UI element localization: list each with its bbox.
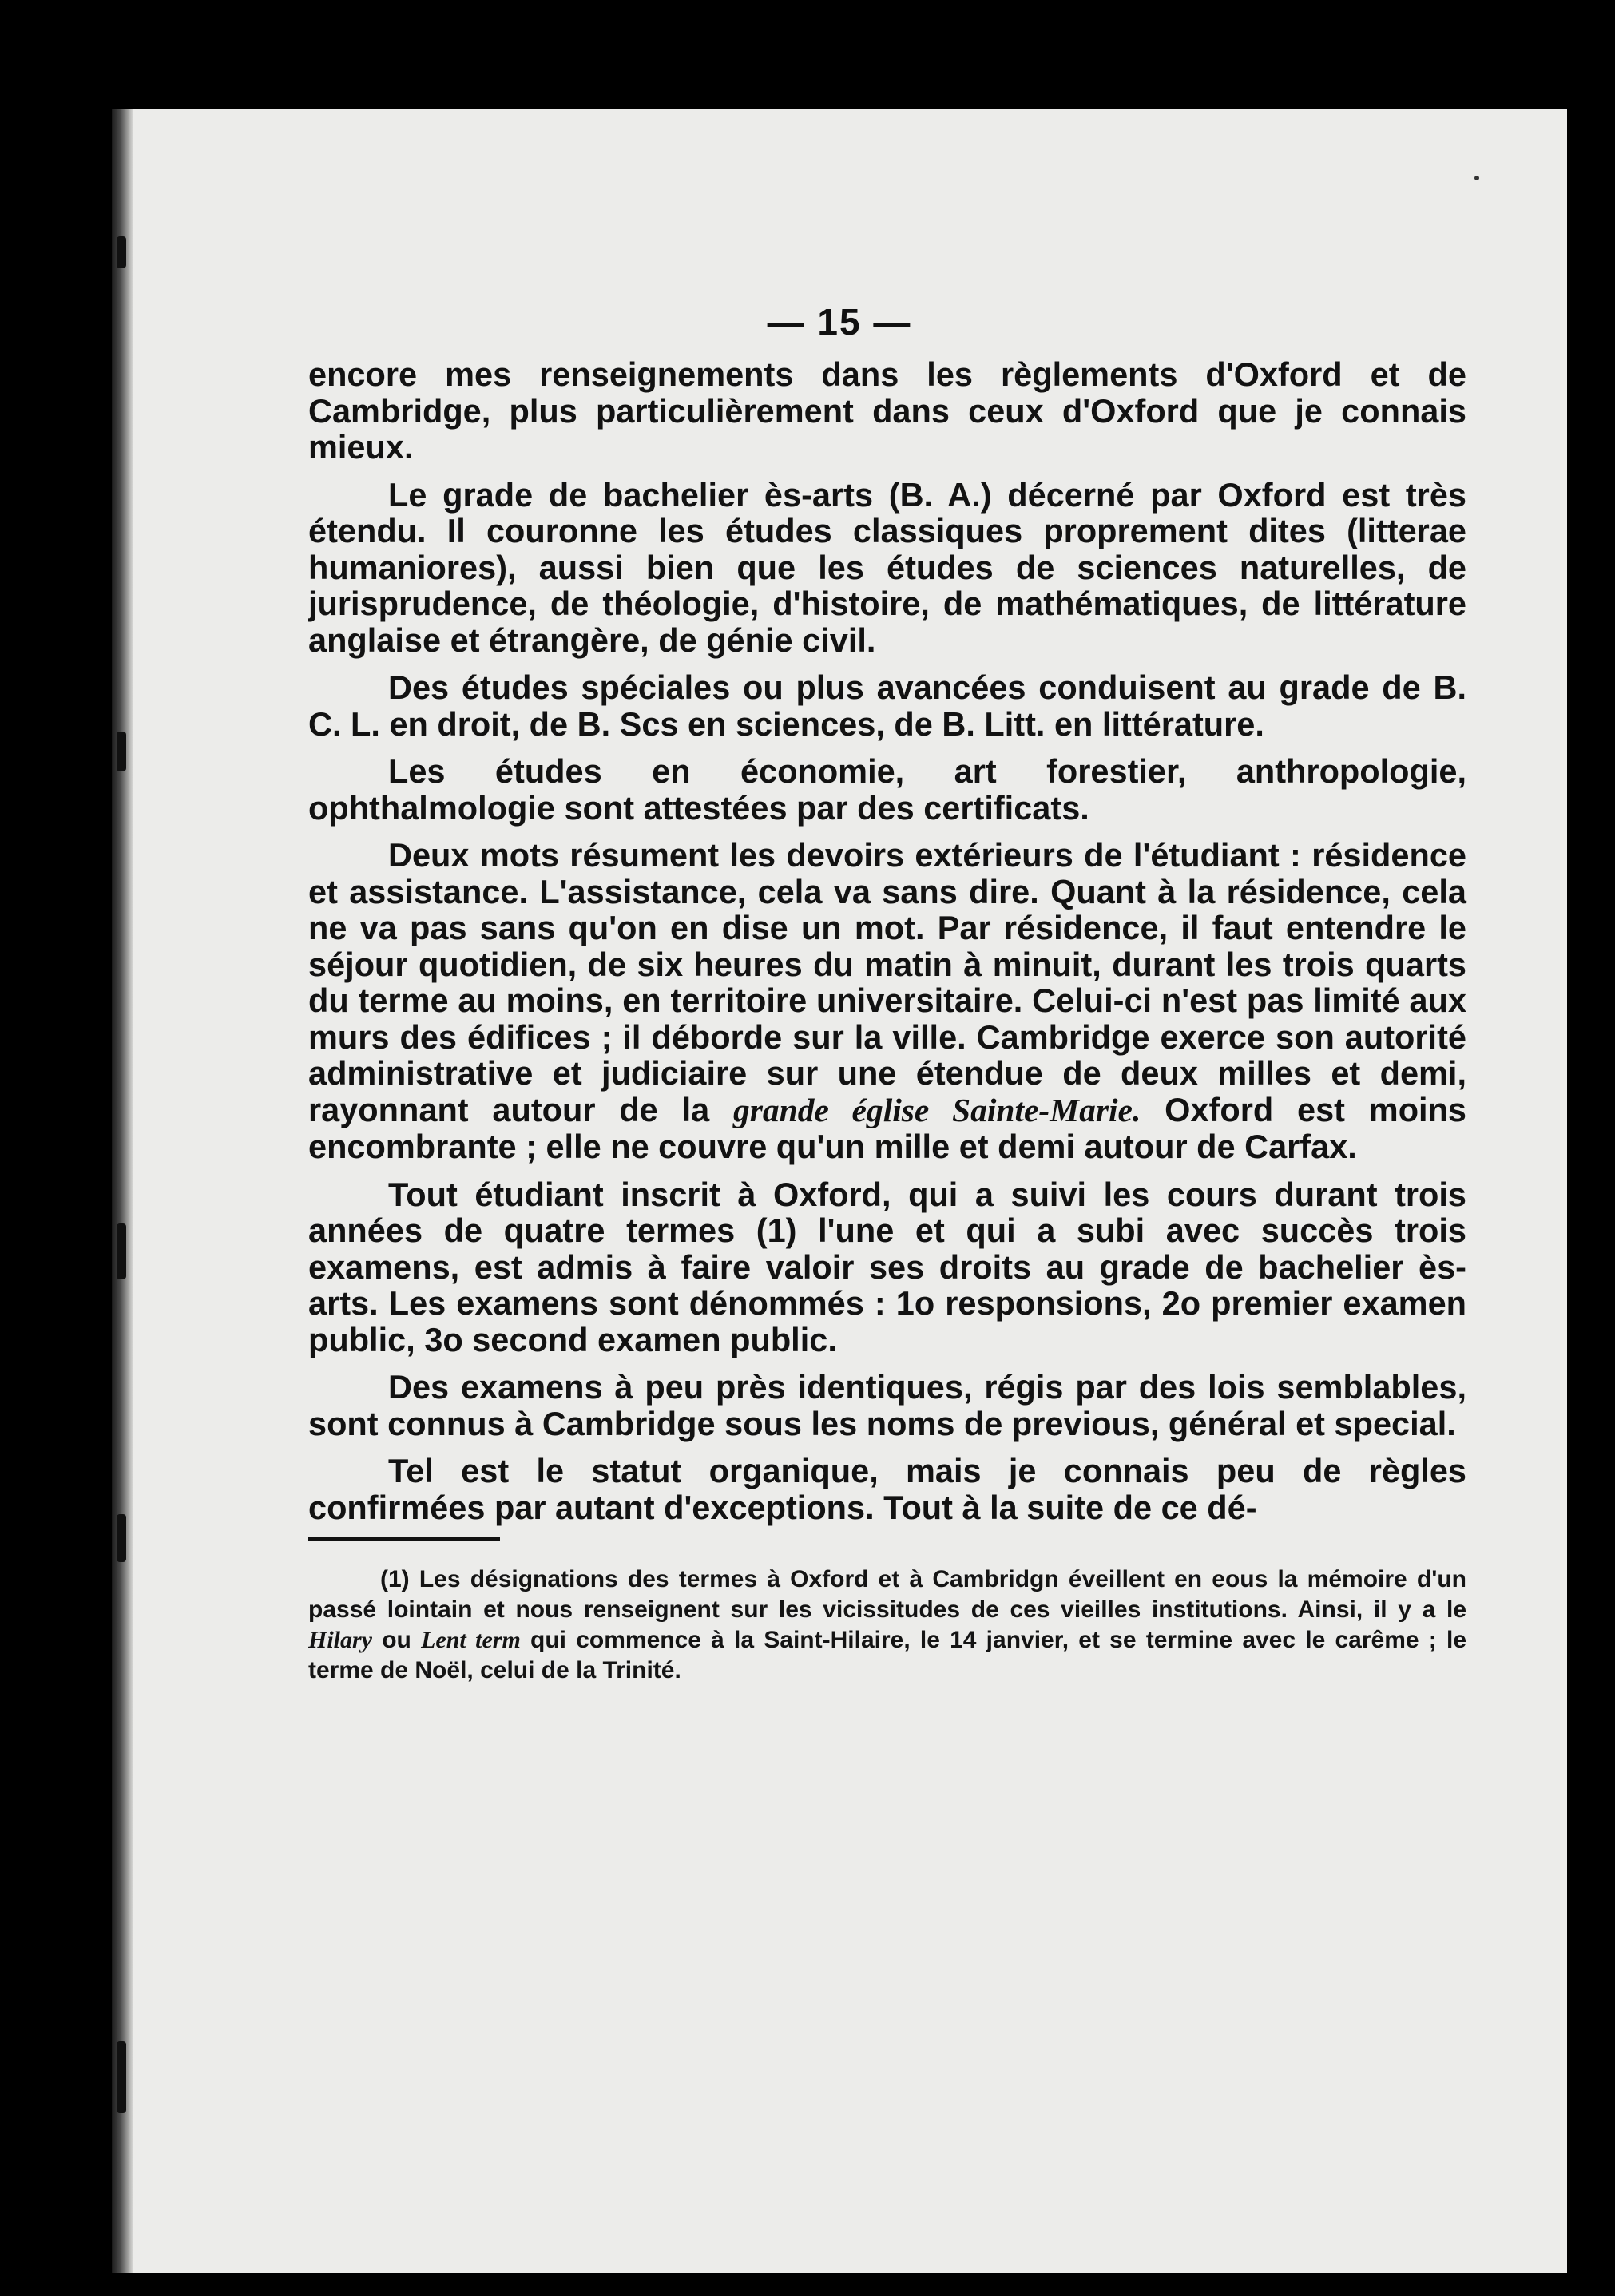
footnote-rule bbox=[308, 1537, 500, 1541]
footnote-italic: Lent term bbox=[421, 1627, 521, 1653]
footnote-text: (1) Les désignations des termes à Oxford et à Cambridgn éveillent en eous la mémoire d'un passé lointain et nous renseignent sur les vicissitudes de ces vieilles institutions. Ainsi, il y a le bbox=[308, 1566, 1466, 1623]
paragraph-text: Oxford est moins encombrante ; elle ne couvre qu'un mille et demi autour de Carfax. bbox=[308, 1090, 1467, 1165]
binding-mark bbox=[117, 732, 126, 771]
paragraph: Tel est le statut organique, mais je connais peu de règles confirmées par autant d'exceptions. Tout à la suite de ce dé- bbox=[308, 1452, 1466, 1526]
paragraph: Des études spéciales ou plus avancées conduisent au grade de B. C. L. en droit, de B. Scs en sciences, de B. Litt. en littérature. bbox=[308, 668, 1466, 743]
paragraph: Tout étudiant inscrit à Oxford, qui a suivi les cours durant trois années de quatre termes (1) l'une et qui a subi avec succès trois examens, est admis à faire valoir ses droits au grade de bachelier ès-arts. Les examens sont dénommés : 1o responsions, 2o premier examen public, 3o second examen public. bbox=[308, 1175, 1466, 1358]
binding-mark bbox=[117, 1223, 126, 1279]
page-number: — 15 — bbox=[767, 301, 912, 343]
body-text bbox=[308, 356, 1466, 1710]
binding-mark bbox=[117, 1514, 126, 1562]
paragraph: Le grade de bachelier ès-arts (B. A.) décerné par Oxford est très étendu. Il couronne les études classiques proprement dites (litterae humaniores), aussi bien que les études de sciences naturelles, de jurisprudence, de théologie, d'histoire, de mathématiques, de littérature anglaise et étrangère, de génie civil. bbox=[308, 475, 1466, 659]
paragraph: Des examens à peu près identiques, régis par des lois semblables, sont connus à Cambridge sous les noms de previous, général et special. bbox=[308, 1368, 1466, 1442]
italic-place-name: grande église Sainte-Marie. bbox=[733, 1091, 1141, 1128]
paragraph: encore mes renseignements dans les règlements d'Oxford et de Cambridge, plus particulièrement dans ceux d'Oxford que je connais mieux. bbox=[308, 355, 1466, 466]
footnote-italic: Hilary bbox=[308, 1627, 372, 1653]
footnote bbox=[308, 1564, 1466, 1686]
paragraph-text: Deux mots résument les devoirs extérieurs de l'étudiant : résidence et assistance. L'assistance, cela va sans dire. Quant à la résidence, cela ne va pas sans qu'on en dise un mot. Par résidence, il faut entendre le séjour quotidien, de six heures du matin à minuit, durant les trois quarts du terme au moins, en territoire universitaire. Celui-ci n'est pas limité aux murs des édifices ; il déborde sur la ville. Cambridge exerce son autorité administrative et judiciaire sur une étendue de deux milles et demi, rayonnant autour de la bbox=[308, 836, 1466, 1128]
footnote-text: qui commence à la Saint-Hilaire, le 14 janvier, et se termine avec le carême ; le terme de Noël, celui de la Trinité. bbox=[308, 1627, 1467, 1683]
paragraph-residence bbox=[308, 837, 1466, 1165]
binding-mark bbox=[117, 236, 126, 268]
binding-edge bbox=[112, 109, 133, 2273]
document-page bbox=[112, 109, 1567, 2273]
footnote-text: ou bbox=[382, 1627, 411, 1653]
paper-speck bbox=[1474, 176, 1479, 180]
binding-mark bbox=[117, 2041, 126, 2113]
paragraph: Les études en économie, art forestier, anthropologie, ophthalmologie sont attestées par des certificats. bbox=[308, 752, 1466, 827]
